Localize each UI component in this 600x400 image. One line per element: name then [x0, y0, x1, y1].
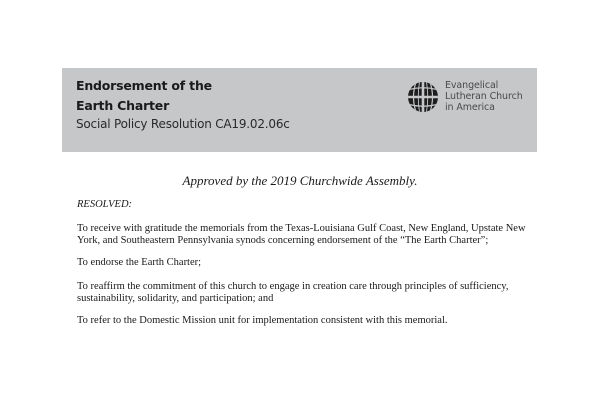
approval-statement: Approved by the 2019 Churchwide Assembly. — [182, 173, 418, 188]
logo-line-1: Evangelical — [445, 80, 499, 91]
title-line-2: Earth Charter — [76, 98, 170, 113]
document-subtitle: Social Policy Resolution CA19.02.06c — [76, 117, 290, 131]
resolution-paragraph-4: To refer to the Domestic Mission unit for implementation consistent with this memorial. — [77, 315, 448, 326]
resolution-paragraph-2: To endorse the Earth Charter; — [77, 257, 202, 268]
logo-line-3: in America — [445, 102, 495, 113]
elca-globe-cross-icon — [407, 81, 439, 113]
resolution-paragraph-1: To receive with gratitude the memorials from the Texas-Louisiana Gulf Coast, New England, Upstate New York, and Southeastern Pennsylvania synods concerning endorsement of the “The Earth Charter”; — [77, 223, 526, 246]
title-line-1: Endorsement of the — [76, 78, 212, 93]
elca-logo — [407, 80, 523, 113]
document-title — [76, 76, 212, 116]
resolution-paragraph-3: To reaffirm the commitment of this church to engage in creation care through principles of sufficiency, sustainability, solidarity, and participation; and — [77, 281, 509, 304]
header-banner — [62, 68, 537, 152]
resolved-label: RESOLVED: — [77, 199, 133, 210]
logo-line-2: Lutheran Church — [445, 91, 523, 102]
elca-logo-text — [445, 80, 523, 113]
